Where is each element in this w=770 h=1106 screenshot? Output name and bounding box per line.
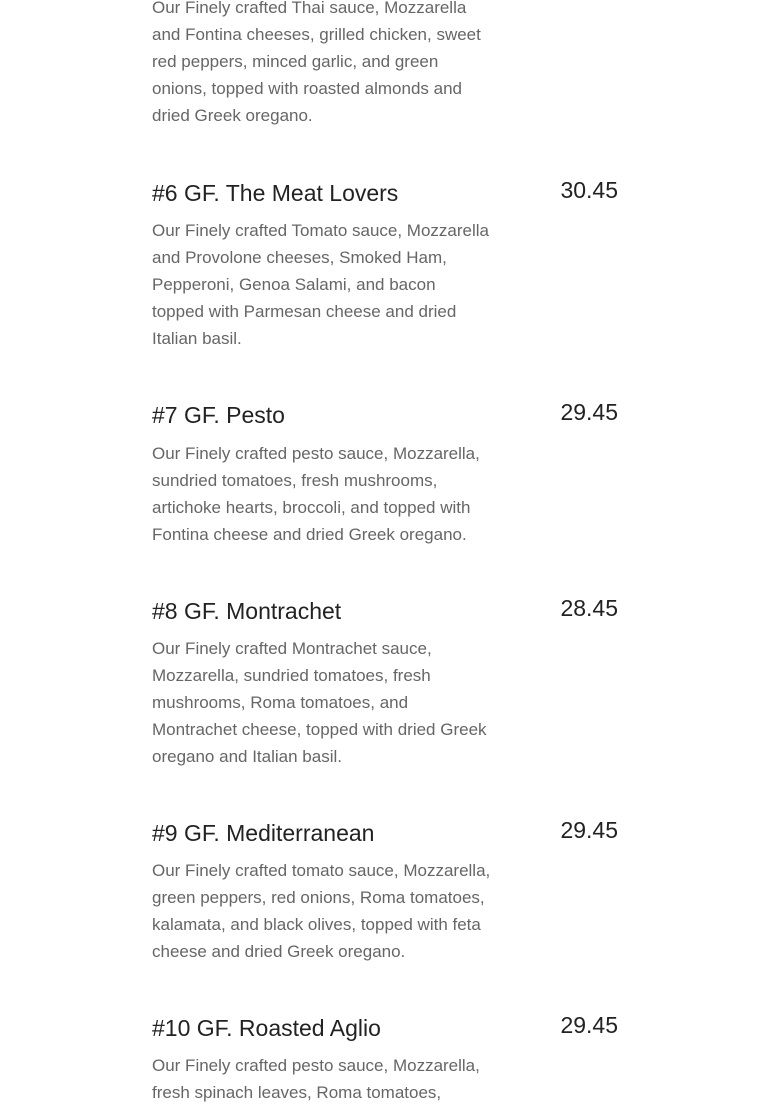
menu-item-name: #9 GF. Mediterranean bbox=[152, 820, 375, 846]
menu-item-price: 29.45 bbox=[560, 399, 618, 425]
menu-item-description: Our Finely crafted Montrachet sauce, Mozzarella, sundried tomatoes, fresh mushrooms, Roma tomatoes, and Montrachet cheese, topped with dried Greek oregano and Italian basil. bbox=[152, 639, 487, 766]
menu-item-name: #8 GF. Montrachet bbox=[152, 598, 342, 624]
menu-item-description: Our Finely crafted Thai sauce, Mozzarella and Fontina cheeses, grilled chicken, sweet red peppers, minced garlic, and green onions, topped with roasted almonds and dried Greek oregano. bbox=[152, 0, 481, 125]
menu-item-description: Our Finely crafted Tomato sauce, Mozzarella and Provolone cheeses, Smoked Ham, Pepperoni, Genoa Salami, and bacon topped with Parmesan cheese and dried Italian basil. bbox=[152, 221, 489, 348]
menu-item-name: #6 GF. The Meat Lovers bbox=[152, 180, 399, 206]
menu-item-name: #7 GF. Pesto bbox=[152, 402, 285, 428]
menu-item-price: 30.45 bbox=[560, 177, 618, 203]
menu-item-name: #10 GF. Roasted Aglio bbox=[152, 1015, 381, 1041]
menu-item-description: Our Finely crafted pesto sauce, Mozzarella, sundried tomatoes, fresh mushrooms, artichoke hearts, broccoli, and topped with Fontina cheese and dried Greek oregano. bbox=[152, 444, 480, 544]
menu-item-description: Our Finely crafted tomato sauce, Mozzarella, green peppers, red onions, Roma tomatoes, kalamata, and black olives, topped with feta cheese and dried Greek oregano. bbox=[152, 861, 491, 961]
menu-item-price: 29.45 bbox=[560, 817, 618, 843]
menu-item-description: Our Finely crafted pesto sauce, Mozzarella, fresh spinach leaves, Roma tomatoes, bbox=[152, 1056, 480, 1102]
menu-item-price: 29.45 bbox=[560, 1012, 618, 1038]
menu-item-price: 28.45 bbox=[560, 595, 618, 621]
